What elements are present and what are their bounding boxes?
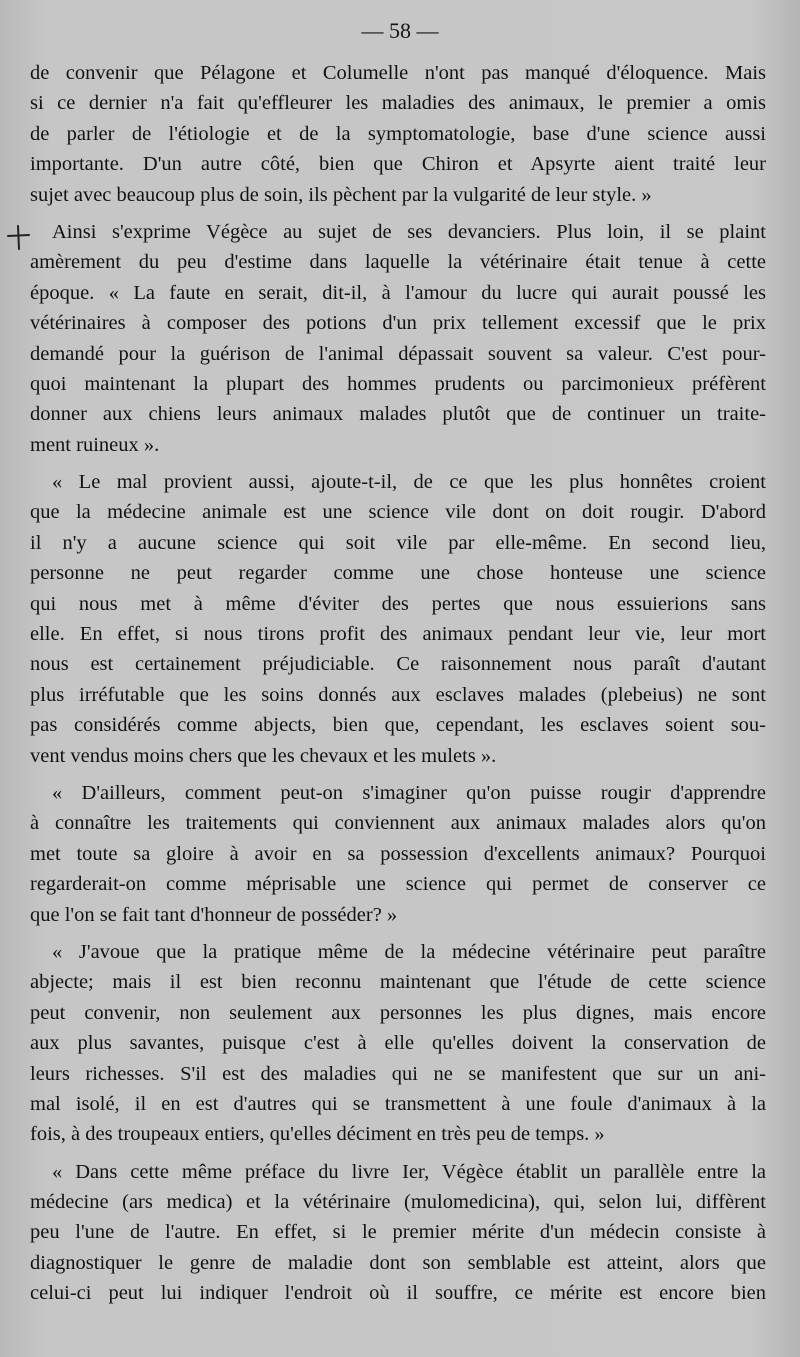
- text-line: abjecte; mais il est bien reconnu maintenant que l'étude de cette science: [30, 971, 766, 994]
- text-line: vent vendus moins chers que les chevaux et les mulets ».: [30, 744, 497, 767]
- text-line: aux plus savantes, puisque c'est à elle qu'elles doivent la conservation de: [30, 1032, 766, 1055]
- text-line: leurs richesses. S'il est des maladies qui ne se manifestent que sur un ani-: [30, 1062, 766, 1085]
- text-line: « J'avoue que la pratique même de la médecine vétérinaire peut paraître: [52, 940, 766, 963]
- text-line: importante. D'un autre côté, bien que Chiron et Apsyrte aient traité leur: [30, 153, 766, 176]
- page-number: — 58 —: [361, 18, 439, 43]
- paragraph-gap: [30, 930, 766, 937]
- text-line: « D'ailleurs, comment peut-on s'imaginer qu'on puisse rougir d'apprendre: [52, 781, 766, 804]
- text-line: fois, à des troupeaux entiers, qu'elles déciment en très peu de temps. »: [30, 1123, 605, 1146]
- text-line: si ce dernier n'a fait qu'effleurer les maladies des animaux, le premier a omis: [30, 92, 766, 115]
- text-line: à connaître les traitements qui conviennent aux animaux malades alors qu'on: [30, 812, 766, 835]
- text-line: que l'on se fait tant d'honneur de posséder? »: [30, 903, 398, 926]
- text-line: mal isolé, il en est d'autres qui se transmettent à une foule d'animaux à la: [30, 1092, 766, 1115]
- text-line: nous est certainement préjudiciable. Ce raisonnement nous paraît d'autant: [30, 653, 766, 676]
- text-line: de convenir que Pélagone et Columelle n'ont pas manqué d'éloquence. Mais: [30, 62, 766, 84]
- text-line: Ainsi s'exprime Végèce au sujet de ses devanciers. Plus loin, il se plaint: [52, 220, 766, 243]
- text-line: plus irréfutable que les soins donnés aux esclaves malades (plebeius) ne sont: [30, 683, 766, 706]
- text-line: pas considérés comme abjects, bien que, cependant, les esclaves soient sou-: [30, 714, 766, 737]
- text-line: demandé pour la guérison de l'animal dépassait souvent sa valeur. C'est pour-: [30, 342, 766, 365]
- paragraph-gap: [30, 771, 766, 778]
- text-line: ment ruineux ».: [30, 433, 160, 456]
- body-text: [30, 58, 766, 1309]
- text-line: médecine (ars medica) et la vétérinaire (mulomedicina), qui, selon lui, diffèrent: [30, 1191, 766, 1214]
- text-line: « Dans cette même préface du livre Ier, Végèce établit un parallèle entre la: [52, 1160, 766, 1183]
- paragraph-gap: [30, 460, 766, 467]
- text-line: que la médecine animale est une science vile dont on doit rougir. D'abord: [30, 501, 766, 524]
- text-line: donner aux chiens leurs animaux malades plutôt que de continuer un traite-: [30, 403, 766, 426]
- text-line: met toute sa gloire à avoir en sa possession d'excellents animaux? Pourquoi: [30, 842, 766, 865]
- text-line: qui nous met à même d'éviter des pertes que nous essuierions sans: [30, 592, 766, 615]
- text-line: diagnostiquer le genre de maladie dont son semblable est atteint, alors que: [30, 1251, 766, 1274]
- text-line: quoi maintenant la plupart des hommes prudents ou parcimonieux préfèrent: [30, 372, 766, 395]
- text-line: de parler de l'étiologie et de la symptomatologie, base d'une science aussi: [30, 122, 766, 145]
- text-line: peut convenir, non seulement aux personnes les plus dignes, mais encore: [30, 1001, 766, 1024]
- text-line: personne ne peut regarder comme une chose honteuse une science: [30, 562, 766, 585]
- text-line: celui-ci peut lui indiquer l'endroit où il souffre, ce mérite est encore bien: [30, 1282, 766, 1305]
- text-line: regarderait-on comme méprisable une science qui permet de conserver ce: [30, 873, 766, 896]
- text-line: elle. En effet, si nous tirons profit des animaux pendant leur vie, leur mort: [30, 623, 766, 646]
- text-line: peu l'une de l'autre. En effet, si le premier mérite d'un médecin consiste à: [30, 1221, 766, 1244]
- text-line: sujet avec beaucoup plus de soin, ils pèchent par la vulgarité de leur style. »: [30, 183, 652, 206]
- paragraph-gap: [30, 210, 766, 217]
- text-line: époque. « La faute en serait, dit-il, à l'amour du lucre qui aurait poussé les: [30, 281, 766, 304]
- text-line: amèrement du peu d'estime dans laquelle la vétérinaire était tenue à cette: [30, 251, 766, 274]
- text-line: il n'y a aucune science qui soit vile par elle-même. En second lieu,: [30, 531, 766, 554]
- text-line: vétérinaires à composer des potions d'un prix tellement excessif que le prix: [30, 312, 766, 335]
- paragraph-gap: [30, 1150, 766, 1157]
- text-line: « Le mal provient aussi, ajoute-t-il, de ce que les plus honnêtes croient: [52, 471, 766, 494]
